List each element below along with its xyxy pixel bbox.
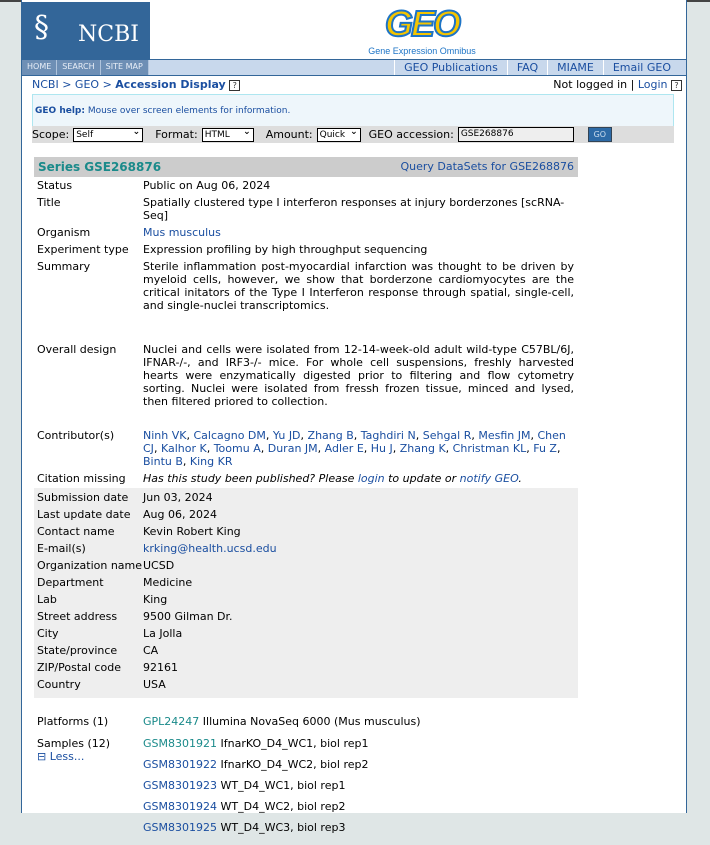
series-header: Series GSE268876 Query DataSets for GSE268876 xyxy=(34,157,578,177)
series-table: Status Public on Aug 06, 2024 Title Spatially clustered type I interferon responses at injury borderzones [scRNA-Seq] Organism Mus musculus Experiment type Expression profiling by high throughput sequencing Summary Sterile inflammation post-myocardial infarction was thought to be driven by myeloid cells, however, we show that borderzone cardiomyocytes are the critical initators of the Type I Interferon response through spatial, single-cell, and single-nuclei transcriptomics. Overall design Nuclei and cells were isolated from 12-14-week-old adult wild-type C57BL/6J, IFNAR-/-, and IRF3-/- mice. For whole cell suspensions, freshly harvested hearts were enzymatically digested prior to filtering and flow cytometry sorting. Nuclei were isolated from fressh frozen tissue, minced and lysed, then filtered priored to collection. Contributor(s) Ninh VK, Calcagno DM, Yu JD, Zhang B, Taghdiri N, Sehgal R, Mesfin JM, Chen CJ, Kalhor K, Toomu A, Duran JM, Adler E, Hu J, Zhang K, Christman KL, Fu Z, Bintu B, King KR Citation missing Has this study been published? Please login to update or notify GEO. Submission date Jun 03, 2024 Last update date Aug 06, 2024 Contact name Kevin Robert King E-mail(s) krking@health.ucsd.edu Organization name UCSD Department Medicine Lab King Street address 9500 Gilman Dr. City La Jolla State/province CA ZIP/Postal code 92161 Country USA Platforms (1) GPL24247 Illumina NovaSeq 6000 (Mus musculus) Samples (12) ⊟ Less... GSM8301921 IfnarKO_D4_WC1, biol rep1 GSM8301922 IfnarKO_D4_WC2, biol rep2 GSM8301923 WT_D4_WC1, biol rep1 GSM8301924 WT_D4_WC2, biol rep2 GSM8301925 WT_D4_WC3, biol rep3 xyxy=(34,178,578,845)
breadcrumb-ncbi[interactable]: NCBI xyxy=(32,78,59,91)
help-icon[interactable]: ? xyxy=(229,80,240,91)
content-column xyxy=(21,0,687,834)
contributor-link[interactable]: Adler E xyxy=(324,442,364,455)
sample-link[interactable]: GSM8301921 xyxy=(143,737,217,750)
format-select[interactable]: HTML ⌄ xyxy=(202,128,254,142)
contact-row: Contact name Kevin Robert King xyxy=(37,525,241,538)
query-datasets-link[interactable]: Query DataSets for GSE268876 xyxy=(400,160,574,173)
contact-row: Organization name UCSD xyxy=(37,559,175,572)
contact-row: Department Medicine xyxy=(37,576,193,589)
nav-miame[interactable]: MIAME xyxy=(547,60,603,75)
nav-geo-publications[interactable]: GEO Publications xyxy=(394,60,507,75)
go-button[interactable]: GO xyxy=(588,127,612,142)
organism-link[interactable]: Mus musculus xyxy=(143,226,221,239)
contact-row: E-mail(s) krking@health.ucsd.edu xyxy=(37,542,277,555)
contact-row: City La Jolla xyxy=(37,627,183,640)
sample-item: GSM8301922 IfnarKO_D4_WC2, biol rep2 xyxy=(143,758,369,771)
contributor-link[interactable]: Hu J xyxy=(370,442,393,455)
contributor-link[interactable]: Christman KL xyxy=(452,442,527,455)
contributor-link[interactable]: Sehgal R xyxy=(422,429,472,442)
ncbi-logo[interactable]: § NCBI xyxy=(22,2,150,59)
sample-link[interactable]: GSM8301924 xyxy=(143,800,217,813)
contributor-link[interactable]: Zhang B xyxy=(307,429,354,442)
toolbar: Scope: Self ⌄ Format: HTML ⌄ Amount: Quick ⌄ GEO accession: GSE268876 GO xyxy=(32,126,674,143)
sample-link[interactable]: GSM8301922 xyxy=(143,758,217,771)
notify-geo-link[interactable]: notify GEO xyxy=(459,472,519,485)
contributor-link[interactable]: Taghdiri N xyxy=(360,429,416,442)
login-link[interactable]: Login xyxy=(637,78,668,91)
contributor-link[interactable]: Bintu B xyxy=(143,455,183,468)
contact-section xyxy=(34,488,578,698)
contact-row: Last update date Aug 06, 2024 xyxy=(37,508,217,521)
contributor-link[interactable]: Chen CJ xyxy=(143,429,566,455)
sample-link[interactable]: GSM8301923 xyxy=(143,779,217,792)
geo-help-box: GEO help: Mouse over screen elements for information. xyxy=(32,94,674,128)
login-link[interactable]: login xyxy=(357,472,385,485)
collapse-icon: ⊟ xyxy=(37,750,47,763)
amount-select[interactable]: Quick ⌄ xyxy=(317,128,361,142)
contributor-link[interactable]: King KR xyxy=(189,455,233,468)
contact-row: Street address 9500 Gilman Dr. xyxy=(37,610,233,623)
breadcrumb-geo[interactable]: GEO xyxy=(74,78,100,91)
nav-bar xyxy=(22,59,686,76)
email-link[interactable]: krking@health.ucsd.edu xyxy=(143,542,277,555)
help-icon[interactable]: ? xyxy=(671,80,682,91)
contact-row: ZIP/Postal code 92161 xyxy=(37,661,178,674)
sample-item: GSM8301923 WT_D4_WC1, biol rep1 xyxy=(143,779,346,792)
contributor-link[interactable]: Duran JM xyxy=(267,442,318,455)
sample-item: GSM8301925 WT_D4_WC3, biol rep3 xyxy=(143,821,346,834)
accession-input[interactable]: GSE268876 xyxy=(458,127,574,142)
geo-logo[interactable]: GEO Gene Expression Omnibus xyxy=(368,3,476,56)
dna-icon: § xyxy=(34,10,49,45)
platform-link[interactable]: GPL24247 xyxy=(143,715,200,728)
nav-faq[interactable]: FAQ xyxy=(507,60,547,75)
contributor-link[interactable]: Ninh VK xyxy=(143,429,187,442)
contributor-link[interactable]: Zhang K xyxy=(399,442,446,455)
scope-select[interactable]: Self ⌄ xyxy=(73,128,143,142)
nav-search[interactable]: SEARCH xyxy=(57,60,100,75)
nav-site-map[interactable]: SITE MAP xyxy=(101,60,149,75)
contributor-link[interactable]: Kalhor K xyxy=(160,442,207,455)
contributor-link[interactable]: Mesfin JM xyxy=(478,429,531,442)
sample-item: GSM8301921 IfnarKO_D4_WC1, biol rep1 xyxy=(143,737,369,750)
nav-home[interactable]: HOME xyxy=(22,60,57,75)
less-toggle[interactable]: ⊟ Less... xyxy=(37,750,85,763)
contributor-link[interactable]: Yu JD xyxy=(272,429,301,442)
contact-row: Lab King xyxy=(37,593,168,606)
contact-row: Country USA xyxy=(37,678,166,691)
contributor-link[interactable]: Toomu A xyxy=(213,442,261,455)
sample-link[interactable]: GSM8301925 xyxy=(143,821,217,834)
breadcrumb: NCBI > GEO > Accession Display ? xyxy=(32,78,240,91)
contact-row: Submission date Jun 03, 2024 xyxy=(37,491,213,504)
sample-item: GSM8301924 WT_D4_WC2, biol rep2 xyxy=(143,800,346,813)
contributor-link[interactable]: Calcagno DM xyxy=(193,429,266,442)
contributor-link[interactable]: Fu Z xyxy=(533,442,557,455)
contact-row: State/province CA xyxy=(37,644,159,657)
nav-email-geo[interactable]: Email GEO xyxy=(603,60,680,75)
login-area: Not logged in | Login ? xyxy=(553,78,682,91)
page-title: Accession Display xyxy=(115,78,226,91)
